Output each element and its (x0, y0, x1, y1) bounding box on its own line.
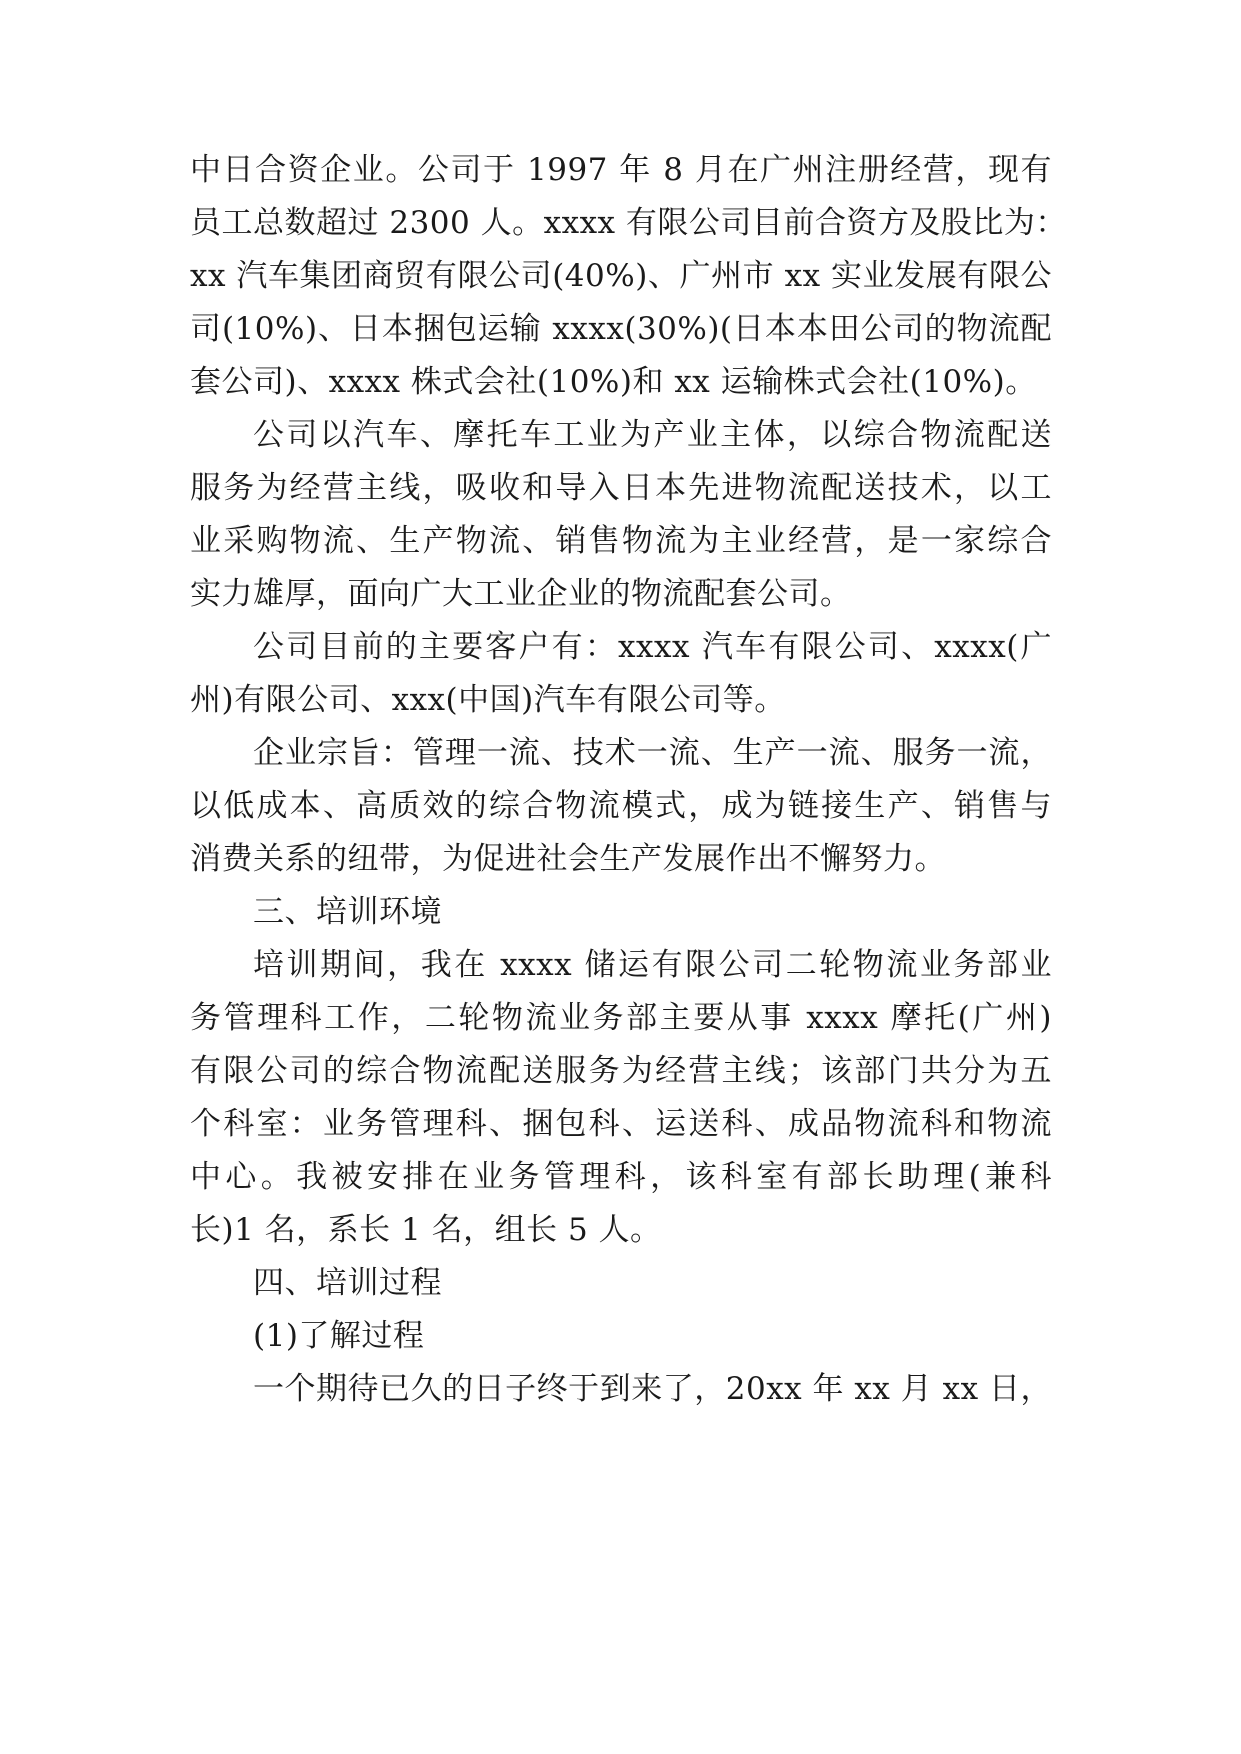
text-line: 员工总数超过 2300 人。xxxx 有限公司目前合资方及股比为： (190, 205, 1067, 241)
text-line: 有限公司的综合物流配送服务为经营主线；该部门共分为五 (190, 1053, 1052, 1089)
paragraph-first-line: 公司以汽车、摩托车工业为产业主体，以综合物流配送 (253, 417, 1052, 453)
text-line: 服务为经营主线，吸收和导入日本先进物流配送技术，以工 (190, 470, 1052, 506)
text-line: 长)1 名，系长 1 名，组长 5 人。 (190, 1212, 662, 1248)
text-line: 实力雄厚，面向广大工业企业的物流配套公司。 (190, 576, 852, 612)
text-line: 务管理科工作，二轮物流业务部主要从事 xxxx 摩托(广州) (190, 1000, 1052, 1036)
text-line: 司(10%)、日本捆包运输 xxxx(30%)(日本本田公司的物流配 (190, 311, 1052, 347)
section-heading: 三、培训环境 (253, 894, 442, 930)
text-line: 中心。我被安排在业务管理科，该科室有部长助理(兼科 (190, 1159, 1052, 1195)
text-line: 中日合资企业。公司于 1997 年 8 月在广州注册经营，现有 (190, 152, 1052, 188)
paragraph-first-line: 公司目前的主要客户有：xxxx 汽车有限公司、xxxx(广 (253, 629, 1052, 665)
text-line: xx 汽车集团商贸有限公司(40%)、广州市 xx 实业发展有限公 (190, 258, 1052, 294)
text-line: 业采购物流、生产物流、销售物流为主业经营，是一家综合 (190, 523, 1052, 559)
text-line: 套公司)、xxxx 株式会社(10%)和 xx 运输株式会社(10%)。 (190, 364, 1037, 400)
text-line: 州)有限公司、xxx(中国)汽车有限公司等。 (190, 682, 786, 718)
subsection-heading: (1)了解过程 (253, 1318, 425, 1354)
paragraph-first-line: 一个期待已久的日子终于到来了，20xx 年 xx 月 xx 日， (253, 1371, 1052, 1407)
paragraph-first-line: 企业宗旨：管理一流、技术一流、生产一流、服务一流， (253, 735, 1052, 771)
text-line: 个科室：业务管理科、捆包科、运送科、成品物流科和物流 (190, 1106, 1052, 1142)
text-line: 以低成本、高质效的综合物流模式，成为链接生产、销售与 (190, 788, 1052, 824)
section-heading: 四、培训过程 (253, 1265, 442, 1301)
text-line: 消费关系的纽带，为促进社会生产发展作出不懈努力。 (190, 841, 946, 877)
paragraph-first-line: 培训期间，我在 xxxx 储运有限公司二轮物流业务部业 (253, 947, 1052, 983)
